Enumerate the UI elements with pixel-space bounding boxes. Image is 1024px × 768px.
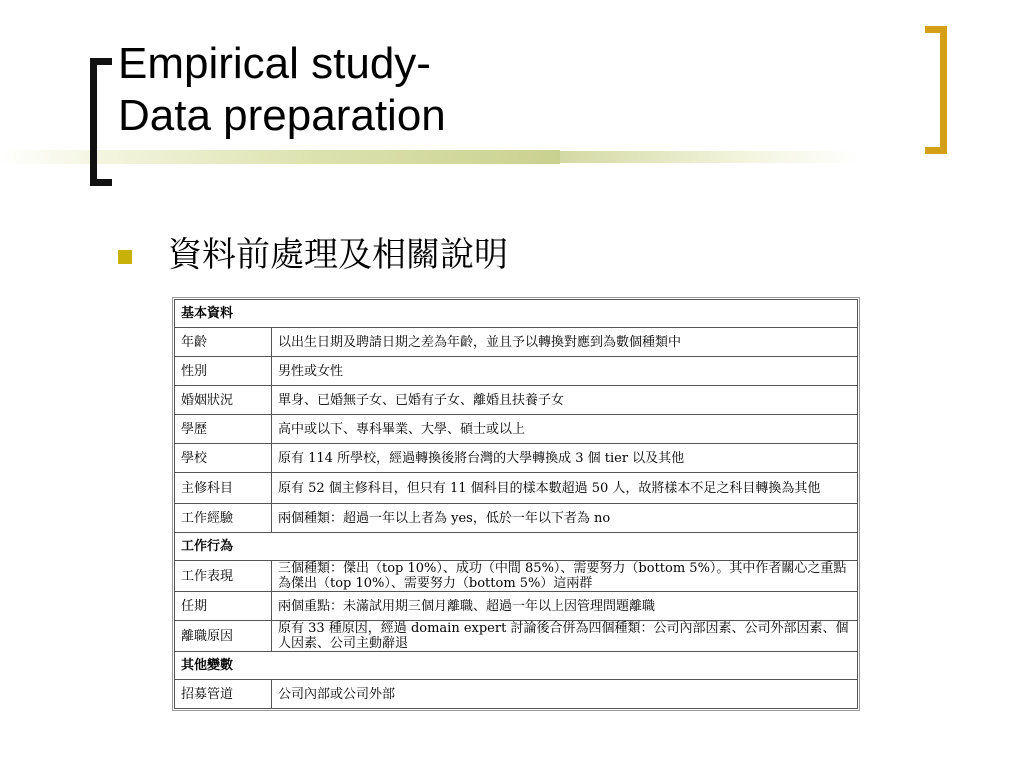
bullet-text: 資料前處理及相關說明: [168, 235, 508, 275]
table-row: [175, 592, 858, 621]
left-bracket-decoration: [90, 58, 112, 186]
row-description: 以出生日期及聘請日期之差為年齡，並且予以轉換對應到為數個種類中: [272, 328, 858, 357]
row-description: 三個種類：傑出（top 10%）、成功（中間 85%）、需要努力（bottom 5%）。其中作者關心之重點為傑出（top 10%）、需要努力（bottom 5%）這兩群: [272, 561, 858, 592]
row-label: 性別: [175, 357, 272, 386]
row-description: 高中或以下、專科畢業、大學、碩士或以上: [272, 415, 858, 444]
table-row: [175, 473, 858, 504]
title-underline-band: [0, 150, 560, 164]
section-header-row: [175, 533, 858, 561]
table-row: [175, 357, 858, 386]
row-label: 工作表現: [175, 561, 272, 592]
row-description: 原有 33 種原因，經過 domain expert 討論後合併為四個種類：公司內部因素、公司外部因素、個人因素、公司主動辭退: [272, 621, 858, 652]
row-label: 工作經驗: [175, 504, 272, 533]
row-label: 年齡: [175, 328, 272, 357]
section-heading: 工作行為: [175, 533, 858, 561]
right-bracket-decoration: [925, 26, 947, 154]
row-label: 學校: [175, 444, 272, 473]
row-description: 原有 114 所學校，經過轉換後將台灣的大學轉換成 3 個 tier 以及其他: [272, 444, 858, 473]
row-description: 公司內部或公司外部: [272, 680, 858, 709]
section-header-row: [175, 652, 858, 680]
row-description: 兩個種類：超過一年以上者為 yes，低於一年以下者為 no: [272, 504, 858, 533]
row-label: 婚姻狀況: [175, 386, 272, 415]
row-label: 主修科目: [175, 473, 272, 504]
table-row: [175, 621, 858, 652]
table-row: [175, 415, 858, 444]
row-description: 男性或女性: [272, 357, 858, 386]
table-row: [175, 386, 858, 415]
table-row: [175, 444, 858, 473]
row-label: 離職原因: [175, 621, 272, 652]
square-bullet-icon: [118, 250, 132, 264]
data-preparation-table: [174, 299, 858, 709]
table-row: [175, 680, 858, 709]
table-row: [175, 328, 858, 357]
slide-title-line1: Empirical study-: [118, 39, 431, 88]
slide-title-line2: Data preparation: [118, 91, 446, 140]
section-header-row: [175, 300, 858, 328]
row-description: 原有 52 個主修科目，但只有 11 個科目的樣本數超過 50 人，故將樣本不足之科目轉換為其他: [272, 473, 858, 504]
table-row: [175, 504, 858, 533]
bullet-item: [118, 232, 508, 278]
section-heading: 其他變數: [175, 652, 858, 680]
row-description: 兩個重點：未滿試用期三個月離職、超過一年以上因管理問題離職: [272, 592, 858, 621]
row-label: 任期: [175, 592, 272, 621]
section-heading: 基本資料: [175, 300, 858, 328]
slide-title: [118, 38, 446, 142]
title-underline-band-tail: [560, 151, 860, 163]
row-label: 招募管道: [175, 680, 272, 709]
table-row: [175, 561, 858, 592]
row-description: 單身、已婚無子女、已婚有子女、離婚且扶養子女: [272, 386, 858, 415]
row-label: 學歷: [175, 415, 272, 444]
